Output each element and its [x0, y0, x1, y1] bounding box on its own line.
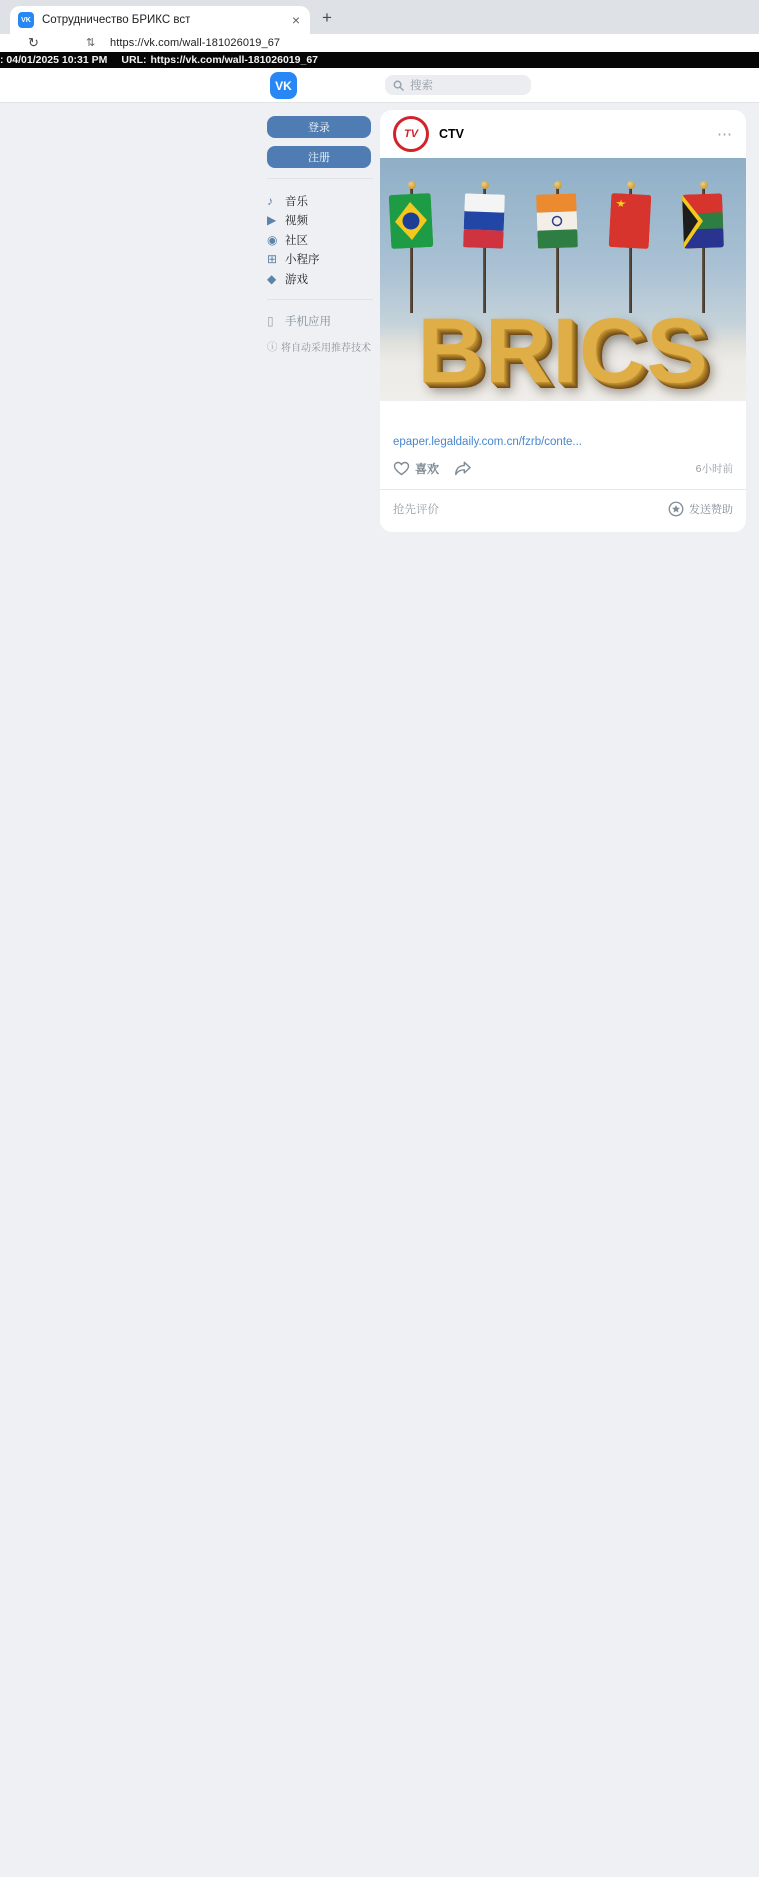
menu-item-label: 手机应用 — [285, 316, 331, 329]
comment-prompt[interactable]: 抢先评价 — [393, 504, 439, 516]
share-button[interactable] — [454, 461, 472, 476]
menu-item-label: 音乐 — [285, 195, 308, 208]
games-icon: ◆ — [267, 271, 277, 286]
sidebar-secondary-menu — [267, 312, 373, 332]
search-placeholder: 搜索 — [410, 80, 433, 92]
video-icon: ▶ — [267, 213, 277, 228]
vk-favicon-icon: VK — [18, 12, 34, 28]
community-icon: ◉ — [267, 232, 278, 247]
post-menu-icon[interactable]: ⋯ — [717, 125, 733, 143]
donate-star-icon — [668, 501, 684, 517]
post-timestamp[interactable]: 6小时前 — [695, 463, 733, 475]
recommendation-note-text: 将自动采用推荐技术 — [281, 343, 371, 354]
russia-flag — [463, 193, 505, 248]
tab-close-icon[interactable]: × — [291, 12, 300, 28]
source-link[interactable]: epaper.legaldaily.com.cn/fzrb/conte... — [393, 436, 583, 448]
sidebar-menu-item[interactable] — [267, 250, 373, 270]
reload-icon[interactable]: ↻ — [28, 35, 39, 50]
brazil-flag — [389, 193, 434, 249]
miniapps-icon: ⊞ — [267, 252, 278, 267]
sidebar-menu-item[interactable] — [267, 312, 373, 332]
sidebar-divider — [267, 299, 373, 300]
post-actions — [380, 448, 746, 486]
overlay-timestamp: : 04/01/2025 10:31 PM — [0, 54, 108, 66]
sidebar-menu-item[interactable] — [267, 211, 373, 231]
post-photo[interactable] — [380, 158, 746, 401]
page-body — [0, 103, 759, 1877]
recommendation-note — [267, 339, 373, 354]
sidebar-menu-item[interactable] — [267, 230, 373, 250]
menu-item-label: 小程序 — [285, 254, 320, 267]
new-tab-button[interactable]: + — [322, 8, 332, 27]
search-input[interactable] — [385, 75, 531, 95]
donate-button[interactable] — [668, 501, 733, 517]
vk-header — [0, 68, 759, 103]
heart-icon — [393, 461, 410, 476]
vk-logo[interactable]: VK — [270, 72, 297, 99]
sidebar-menu-item[interactable] — [267, 191, 373, 211]
south-africa-flag — [682, 193, 724, 248]
source-link-row — [380, 435, 746, 448]
post-header — [380, 110, 746, 158]
menu-item-label: 视频 — [285, 215, 308, 228]
overlay-url: https://vk.com/wall-181026019_67 — [150, 54, 318, 66]
post-card — [380, 110, 746, 532]
browser-urlbar[interactable] — [0, 34, 759, 52]
brics-3d-letters: BRICS — [417, 300, 709, 401]
tab-title: Сотрудничество БРИКС вст — [42, 14, 191, 26]
register-button[interactable]: 注册 — [267, 146, 371, 168]
menu-item-label: 社区 — [285, 234, 308, 247]
author-name[interactable]: CTV — [439, 127, 464, 141]
china-flag — [609, 193, 652, 249]
overlay-status-bar — [0, 52, 759, 68]
sidebar-menu-item[interactable] — [267, 269, 373, 289]
menu-item-label: 游戏 — [285, 273, 308, 286]
overlay-url-label: URL: — [121, 54, 147, 66]
music-icon: ♪ — [267, 193, 273, 208]
donate-label: 发送赞助 — [689, 504, 733, 516]
share-arrow-icon — [454, 461, 472, 476]
browser-tabstrip — [0, 0, 759, 34]
site-info-icon[interactable]: ⇅ — [86, 37, 96, 49]
post-text — [380, 401, 746, 413]
login-button[interactable]: 登录 — [267, 116, 371, 138]
url-text[interactable]: https://vk.com/wall-181026019_67 — [110, 36, 281, 49]
comment-row — [380, 489, 746, 532]
author-avatar[interactable]: TV — [393, 116, 429, 152]
india-flag — [536, 193, 578, 248]
browser-tab[interactable] — [10, 6, 310, 34]
like-button[interactable] — [393, 460, 439, 477]
like-label: 喜欢 — [415, 462, 440, 476]
sidebar-menu — [267, 191, 373, 289]
sidebar-divider — [267, 178, 373, 179]
info-icon: ⓘ — [267, 341, 278, 353]
phone-icon: ▯ — [267, 314, 274, 329]
search-icon — [393, 80, 404, 91]
sidebar — [267, 116, 373, 354]
